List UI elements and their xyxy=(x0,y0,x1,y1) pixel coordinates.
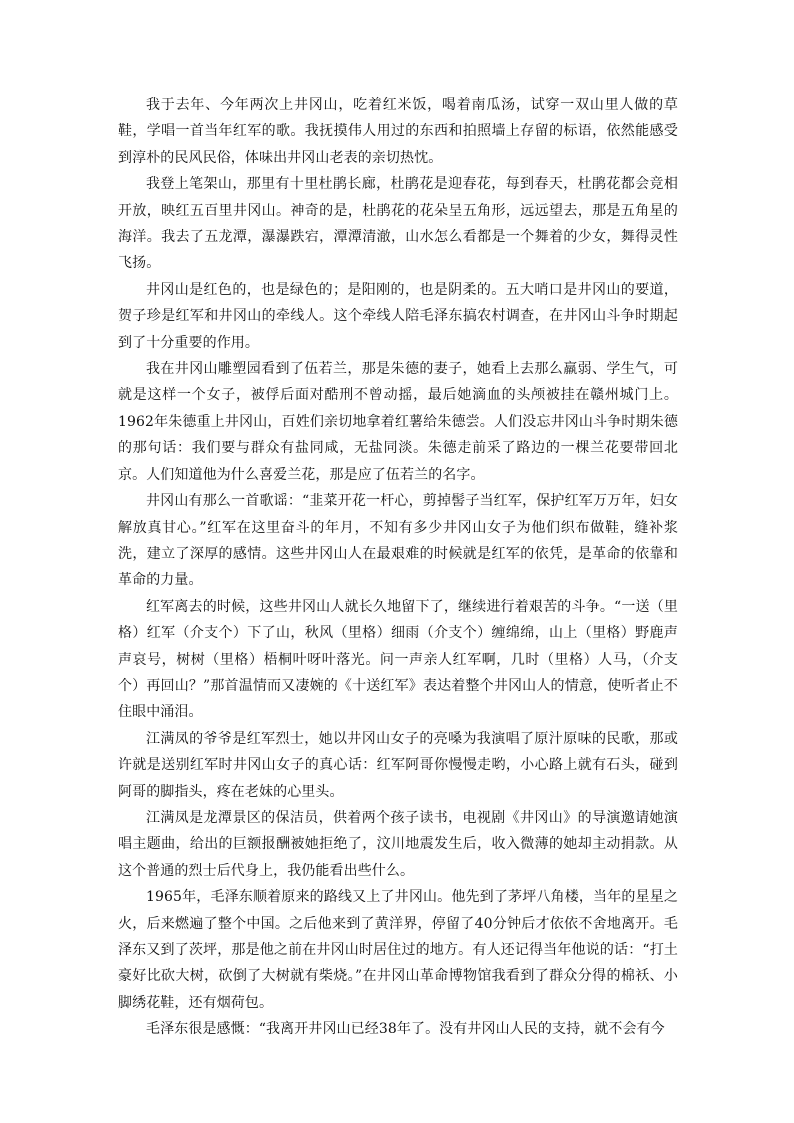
paragraph: 江满凤的爷爷是红军烈士，她以井冈山女子的亮嗓为我演唱了原汁原味的民歌，那或许就是送别红军时井冈山女子的真心话：红军阿哥你慢慢走哟，小心路上就有石头，碰到阿哥的脚指头，疼在老妹的心里头。 xyxy=(118,730,678,800)
paragraph: 1965年，毛泽东顺着原来的路线又上了井冈山。他先到了茅坪八角楼，当年的星星之火，后来燃遍了整个中国。之后他来到了黄洋界，停留了40分钟后才依依不舍地离开。毛泽东又到了茨坪，那是他之前在井冈山时居住过的地方。有人还记得当年他说的话：“打土豪好比砍大树，砍倒了大树就有柴烧。”在井冈山革命博物馆我看到了群众分得的棉袄、小脚绣花鞋，还有烟荷包。 xyxy=(118,889,678,1011)
paragraph: 毛泽东很是感慨：“我离开井冈山已经38年了。没有井冈山人民的支持，就不会有今 xyxy=(146,1021,665,1038)
paragraph: 我在井冈山雕塑园看到了伍若兰，那是朱德的妻子，她看上去那么羸弱、学生气，可就是这样一个女子，被俘后面对酷刑不曾动摇，最后她滴血的头颅被挂在赣州城门上。1962年朱德重上井冈山，百姓们亲切地拿着红薯给朱德尝。人们没忘井冈山斗争时期朱德的那句话：我们要与群众有盐同咸，无盐同淡。朱德走前采了路边的一棵兰花要带回北京。人们知道他为什么喜爱兰花，那是应了伍若兰的名字。 xyxy=(118,361,678,483)
paragraph: 井冈山有那么一首歌谣：“韭菜开花一杆心，剪掉髻子当红军，保护红军万万年，妇女解放真甘心。”红军在这里奋斗的年月，不知有多少井冈山女子为他们织布做鞋，缝补浆洗，建立了深厚的感情。这些井冈山人在最艰难的时候就是红军的依凭，是革命的依靠和革命的力量。 xyxy=(118,493,678,589)
paragraph: 井冈山是红色的，也是绿色的；是阳刚的，也是阴柔的。五大哨口是井冈山的要道，贺子珍是红军和井冈山的牵线人。这个牵线人陪毛泽东搞农村调查，在井冈山斗争时期起到了十分重要的作用。 xyxy=(118,281,678,351)
article-body xyxy=(118,92,678,1043)
paragraph: 我于去年、今年两次上井冈山，吃着红米饭，喝着南瓜汤，试穿一双山里人做的草鞋，学唱一首当年红军的歌。我抚摸伟人用过的东西和拍照墙上存留的标语，依然能感受到淳朴的民风民俗，体味出井冈山老表的亲切热忱。 xyxy=(118,97,678,166)
paragraph: 江满凤是龙潭景区的保洁员，供着两个孩子读书，电视剧《井冈山》的导演邀请她演唱主题曲，给出的巨额报酬被她拒绝了，汶川地震发生后，收入微薄的她却主动捐款。从这个普通的烈士后代身上，我仍能看出些什么。 xyxy=(118,809,678,879)
paragraph: 我登上笔架山，那里有十里杜鹃长廊，杜鹃花是迎春花，每到春天，杜鹃花都会竞相开放，映红五百里井冈山。神奇的是，杜鹃花的花朵呈五角形，远远望去，那是五角星的海洋。我去了五龙潭，瀑瀑跌宕，潭潭清澈，山水怎么看都是一个舞着的少女，舞得灵性飞扬。 xyxy=(118,176,678,272)
paragraph: 红军离去的时候，这些井冈山人就长久地留下了，继续进行着艰苦的斗争。“一送（里格）红军（介支个）下了山，秋风（里格）细雨（介支个）缠绵绵，山上（里格）野鹿声声哀号，树树（里格）梧桐叶呀叶落光。问一声亲人红军啊，几时（里格）人马，（介支个）再回山？”那首温情而又凄婉的《十送红军》表达着整个井冈山人的情意，使听者止不住眼中涌泪。 xyxy=(118,598,678,721)
